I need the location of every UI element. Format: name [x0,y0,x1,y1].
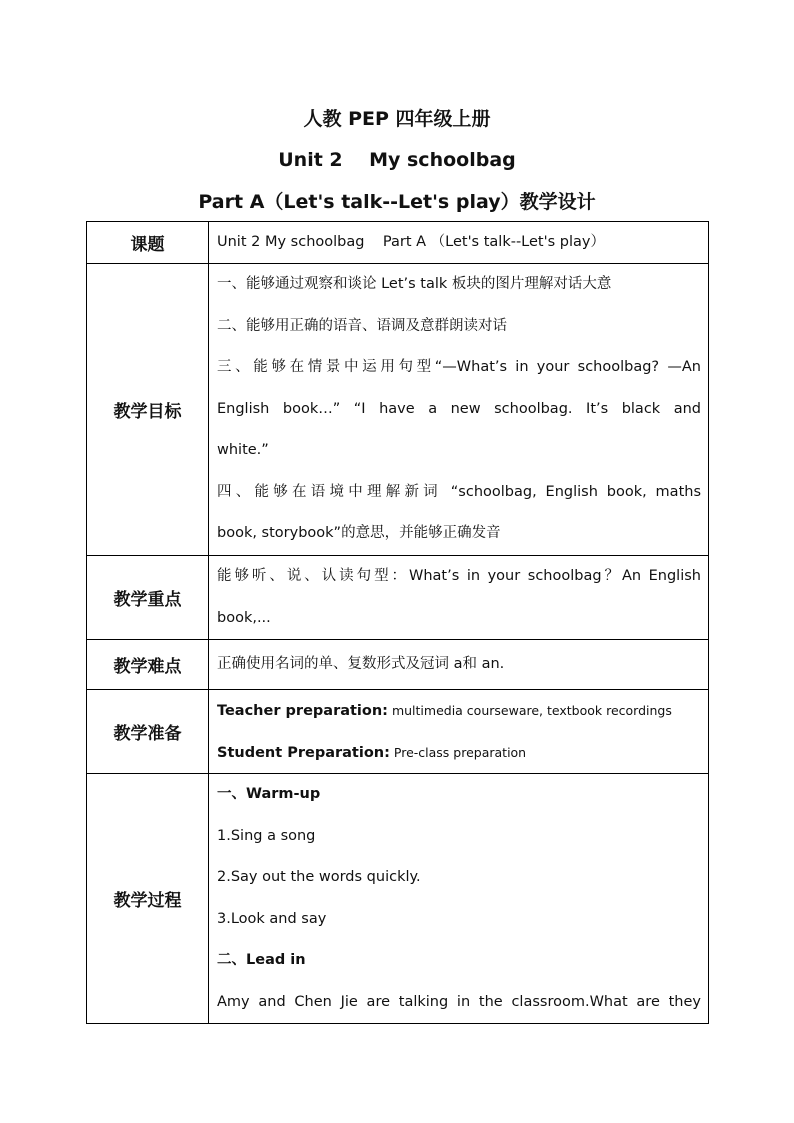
objective-line: English book…” “I have a new schoolbag. It’s black and [217,400,701,417]
warmup-heading: 一、Warm-up [217,786,321,802]
objectives-label: 教学目标 [87,264,209,556]
leadin-heading: 二、Lead in [217,952,306,968]
process-cell [209,774,709,1024]
key-point-line: 能够听、说、认读句型：What’s in your schoolbag？An English [217,568,701,584]
preparation-cell [209,690,709,774]
objectives-cell [209,264,709,556]
lesson-plan-table [86,221,709,1024]
student-prep-text: Pre-class preparation [389,744,527,760]
objective-line: 四、能够在语境中理解新词 “schoolbag, English book, maths [217,483,701,500]
warmup-item: 3.Look and say [217,910,327,927]
warmup-item: 1.Sing a song [217,827,316,844]
warmup-item: 2.Say out the words quickly. [217,869,421,885]
topic-cell [209,222,709,264]
teacher-preparation [217,690,701,732]
key-points-cell [209,556,709,640]
teacher-prep-text: multimedia courseware, textbook recordings [387,703,672,718]
student-preparation [217,732,701,774]
process-label: 教学过程 [87,774,209,1024]
table-row-process [87,774,709,1024]
objective-line: 二、能够用正确的语音、语调及意群朗读对话 [217,317,507,334]
objective-line: 三、能够在情景中运用句型“—What’s in your schoolbag? —An [217,359,701,375]
preparation-label: 教学准备 [87,690,209,774]
table-row-difficulty [87,640,709,690]
objective-line: white.” [217,442,269,458]
student-prep-label: Student Preparation: [217,744,390,761]
difficulty-text: 正确使用名词的单、复数形式及冠词 a和 an. [217,655,505,672]
lesson-title: Part A（Let's talk--Let's play）教学设计 [198,191,596,213]
table-row-key-points [87,556,709,640]
table-row-preparation [87,690,709,774]
document-title: 人教 PEP 四年级上册 [303,108,491,130]
objective-line: book, storybook”的意思，并能够正确发音 [217,525,501,541]
key-points-label: 教学重点 [87,556,209,640]
teacher-prep-label: Teacher preparation: [217,703,388,719]
table-row-objectives [87,264,709,556]
topic-label: 课题 [87,222,209,264]
topic-value: Unit 2 My schoolbag Part A （Let's talk--Let's play） [217,234,605,250]
table-row-topic [87,222,709,264]
difficulty-cell [209,640,709,690]
objective-line: 一、能够通过观察和谈论 Let’s talk 板块的图片理解对话大意 [217,276,612,292]
key-point-line: book,... [217,609,271,626]
difficulty-label: 教学难点 [87,640,209,690]
leadin-text: Amy and Chen Jie are talking in the classroom.What are they [217,993,701,1010]
unit-title: Unit 2 My schoolbag [278,149,516,171]
